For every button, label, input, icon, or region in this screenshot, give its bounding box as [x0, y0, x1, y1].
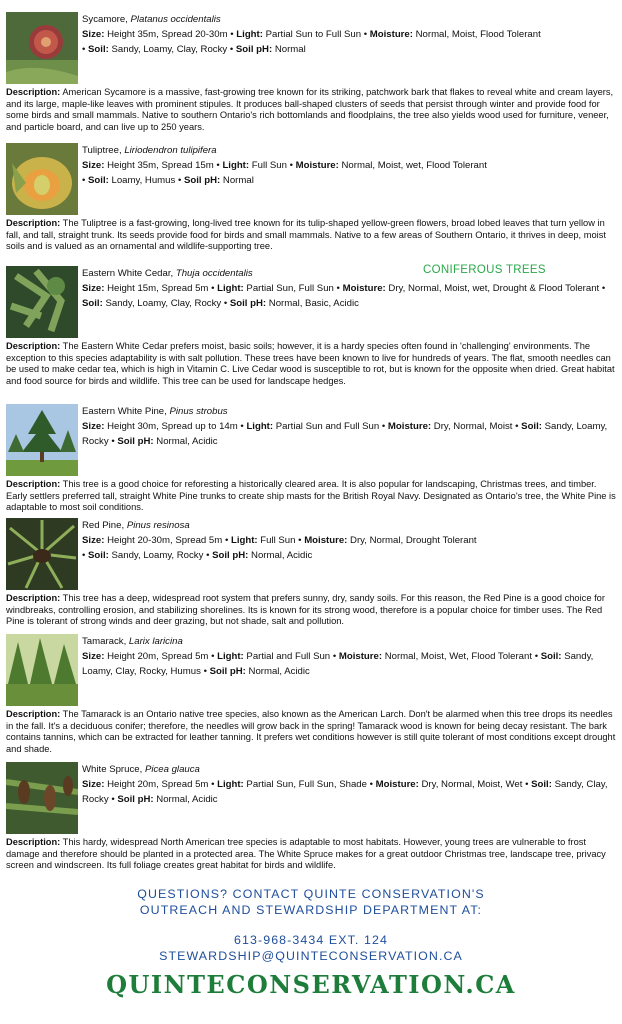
- white-pine-photo-icon: [6, 404, 78, 476]
- contact-line-1: QUESTIONS? CONTACT QUINTE CONSERVATION'S: [137, 887, 485, 901]
- contact-block: [0, 886, 622, 918]
- species-meta: Sycamore, Platanus occidentalis Size: Height 35m, Spread 20-30m • Light: Partial Sun to Full Sun • Moisture: Normal, Moist, Flood Tolerant • Soil: Sandy, Loamy, Clay, Rocky • Soil pH: Normal: [82, 12, 616, 57]
- species-description: Description: The Tamarack is an Ontario native tree species, also known as the American Larch. Don't be alarmed when this tree drops its needles in the fall. It's a deciduous conifer; therefore, the needles will grow back in the spring! Tamarack wood is known for being decay resistant. The bark contains tannins, which can be extracted for leather tanning. It prefers wet conditions however is still quite tolerant of most conditions except drought and shade.: [6, 709, 616, 754]
- species-meta: Red Pine, Pinus resinosa Size: Height 20-30m, Spread 5m • Light: Full Sun • Moisture: Dry, Normal, Drought Tolerant • Soil: Sandy, Loamy, Rocky • Soil pH: Normal, Acidic: [82, 518, 616, 563]
- species-entry-eastern-white-pine: [6, 404, 616, 514]
- species-name: Eastern White Cedar, Thuja occidentalis: [82, 268, 253, 279]
- species-description: Description: This hardy, widespread North American tree species is adaptable to most habitats. However, young trees are vulnerable to frost damage and therefore should be planted in a protected area. The White Spruce makes for a great outdoor Christmas tree, landscape tree, privacy screen and windscreen. Its full foliage creates great habitat for birds and wildlife.: [6, 837, 606, 870]
- species-entry-eastern-white-cedar: [6, 266, 616, 387]
- species-entry-red-pine: [6, 518, 616, 628]
- species-description: Description: This tree is a good choice for reforesting a historically cleared area. It is also popular for landscaping, Christmas trees, and timber. Early settlers preferred tall, straight White Pine trunks to create ship masts for the British Royal Navy. Designated as Ontario's tree, the White Pine is adaptable to most soil conditions.: [6, 479, 616, 512]
- species-name: Eastern White Pine, Pinus strobus: [82, 406, 228, 417]
- contact-email-link[interactable]: STEWARDSHIP@QUINTECONSERVATION.CA: [159, 949, 463, 963]
- species-meta: Tamarack, Larix laricina Size: Height 20m, Spread 5m • Light: Partial and Full Sun • Moisture: Normal, Moist, Wet, Flood Tolerant • Soil: Sandy, Loamy, Clay, Rocky, Humus • Soil pH: Normal, Acidic: [82, 634, 616, 679]
- species-name: Sycamore, Platanus occidentalis: [82, 14, 221, 25]
- species-entry-tamarack: [6, 634, 616, 755]
- species-description: Description: The Eastern White Cedar prefers moist, basic soils; however, it is a hardy species often found in 'challenging' environments. The exception to this species adaptability is with salt pollution. These trees have been known to live for hundreds of years. The flat, smooth needles can be used to make cedar tea, which is high in Vitamin C. Live Cedar wood is susceptible to rot, but is known for the opposite when dried. Great habitat and food source for birds and wildlife. This tree can be used for landscape hedges.: [6, 341, 615, 386]
- species-meta: Eastern White Cedar, Thuja occidentalis Size: Height 15m, Spread 5m • Light: Partial Sun, Full Sun • Moisture: Dry, Normal, Moist, wet, Drought & Flood Tolerant • Soil: Sandy, Loamy, Clay, Rocky • Soil pH: Normal, Basic, Acidic: [82, 266, 616, 311]
- species-name: Tamarack, Larix laricina: [82, 636, 183, 647]
- tamarack-photo-icon: [6, 634, 78, 706]
- sycamore-photo-icon: [6, 12, 78, 84]
- contact-phone[interactable]: 613-968-3434 EXT. 124: [234, 933, 388, 947]
- red-pine-photo-icon: [6, 518, 78, 590]
- species-description: Description: American Sycamore is a massive, fast-growing tree known for its striking, patchwork bark that flakes to reveal white and cream layers, and its large, maple-like leaves with prominent stipules. It produces ball-shaped clusters of seeds that persist through winter and provide food for some birds and small mammals. Native to southern Ontario's rich bottomlands and floodplains, the tree also yields wood used for furniture, veneer, and particle board, and can live up to 250 years.: [6, 87, 614, 132]
- cedar-photo-icon: [6, 266, 78, 338]
- species-entry-white-spruce: [6, 762, 616, 872]
- species-name: White Spruce, Picea glauca: [82, 764, 200, 775]
- species-entry-sycamore: [6, 12, 616, 133]
- species-name: Red Pine, Pinus resinosa: [82, 520, 190, 531]
- species-name: Tuliptree, Liriodendron tulipifera: [82, 145, 217, 156]
- contact-line-2: OUTREACH AND STEWARDSHIP DEPARTMENT AT:: [139, 903, 483, 917]
- white-spruce-photo-icon: [6, 762, 78, 834]
- website-link[interactable]: QUINTECONSERVATION.CA: [106, 970, 516, 999]
- species-meta: Tuliptree, Liriodendron tulipifera Size: Height 35m, Spread 15m • Light: Full Sun • Moisture: Normal, Moist, wet, Flood Tolerant • Soil: Loamy, Humus • Soil pH: Normal: [82, 143, 616, 188]
- contact-details: [0, 932, 622, 964]
- species-meta: Eastern White Pine, Pinus strobus Size: Height 30m, Spread up to 14m • Light: Partial Sun and Full Sun • Moisture: Dry, Normal, Moist • Soil: Sandy, Loamy, Rocky • Soil pH: Normal, Acidic: [82, 404, 616, 449]
- species-description: Description: The Tuliptree is a fast-growing, long-lived tree known for its tulip-shaped yellow-green flowers, broad lobed leaves that turn yellow in fall, and tall, straight trunk. Its seeds provide food for birds and small mammals. Native to a few areas of Southern Ontario, it thrives in deep, moist soils and is valued as an ornamental and wildlife-supporting tree.: [6, 218, 606, 251]
- species-description: Description: This tree has a deep, widespread root system that prefers sunny, dry, sandy soils. For this reason, the Red Pine is a good choice for windbreaks, controlling erosion, and stabilizing shorelines. Its is known for its strong wood, therefore is a popular choice for timber uses. The Red Pine is tolerant of strong winds and deer grazing, but not shade, salt and pollution.: [6, 593, 605, 626]
- tuliptree-photo-icon: [6, 143, 78, 215]
- section-heading-coniferous: CONIFEROUS TREES: [423, 264, 546, 276]
- species-meta: White Spruce, Picea glauca Size: Height 20m, Spread 5m • Light: Partial Sun, Full Sun, Shade • Moisture: Dry, Normal, Moist, Wet • Soil: Sandy, Clay, Rocky • Soil pH: Normal, Acidic: [82, 762, 616, 807]
- species-entry-tuliptree: [6, 143, 616, 253]
